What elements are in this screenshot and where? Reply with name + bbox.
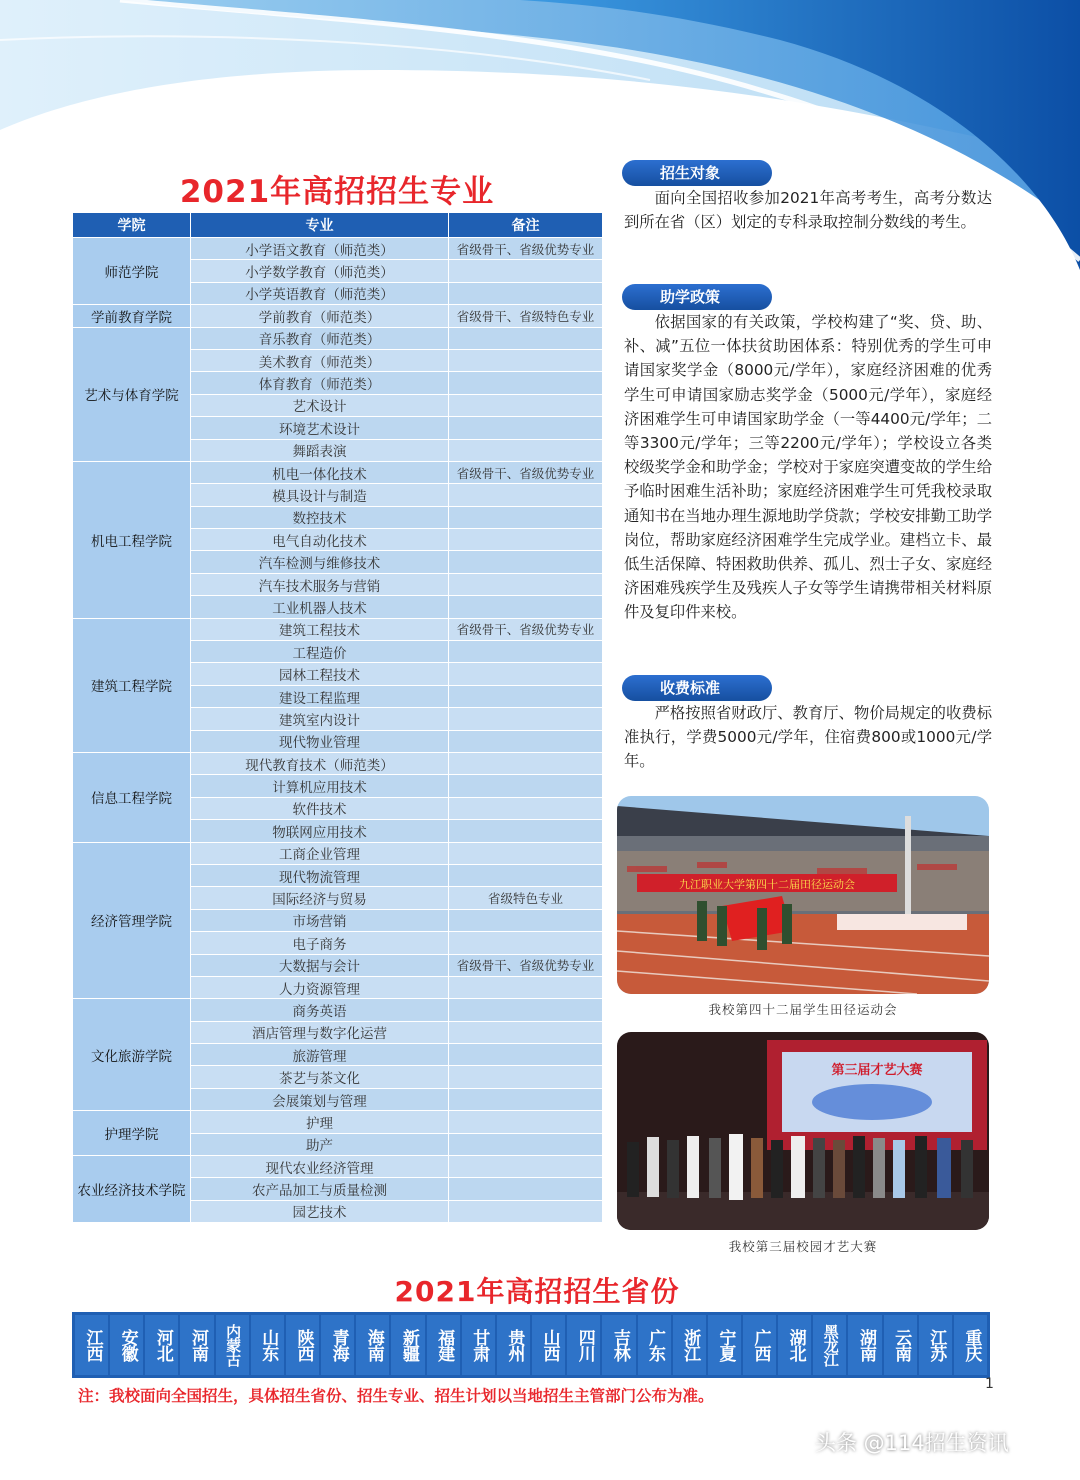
province-cell: 湖北 [778, 1315, 811, 1375]
remark-cell [449, 685, 603, 707]
college-cell: 经济管理学院 [73, 842, 191, 999]
major-cell: 茶艺与茶文化 [191, 1066, 449, 1088]
table-row [73, 327, 603, 349]
province-cell: 海南 [356, 1315, 389, 1375]
province-cell: 宁夏 [708, 1315, 741, 1375]
remark-cell [449, 529, 603, 551]
table-header-row [73, 213, 603, 238]
major-cell: 艺术设计 [191, 394, 449, 416]
remark-cell [449, 1178, 603, 1200]
major-cell: 模具设计与制造 [191, 484, 449, 506]
remark-cell [449, 417, 603, 439]
remark-cell: 省级骨干、省级优势专业 [449, 618, 603, 640]
remark-cell [449, 1200, 603, 1222]
section-text-aid: 依据国家的有关政策，学校构建了“奖、贷、助、补、减”五位一体扶贫助困体系：特别优秀的学生可申请国家奖学金（8000元/学年），家庭经济困难的优秀学生可申请国家励志奖学金（5000元/学年），家庭经济困难学生可申请国家助学金（一等4400元/学年；二等3300元/学年；三等2200元/学年）；学校设立各类校级奖学金和助学金；学校对于家庭突遭变故的学生给予临时困难生活补助；家庭经济困难学生可凭我校录取通知书在当地办理生源地助学贷款；学校安排勤工助学岗位，帮助家庭经济困难学生完成学业。建档立卡、最低生活保障、特困救助供养、孤儿、烈士子女、家庭经济困难残疾学生及残疾人子女等学生请携带相关材料原件及复印件来校。 [624, 313, 992, 622]
major-cell: 建筑室内设计 [191, 708, 449, 730]
major-cell: 国际经济与贸易 [191, 887, 449, 909]
college-cell: 学前教育学院 [73, 305, 191, 327]
watermark: 头条 @114招生资讯 [815, 1431, 1009, 1455]
remark-cell [449, 282, 603, 304]
remark-cell [449, 663, 603, 685]
major-cell: 工业机器人技术 [191, 596, 449, 618]
section-label-target: 招生对象 [622, 160, 772, 186]
province-cell: 重庆 [954, 1315, 987, 1375]
remark-cell: 省级骨干、省级优势专业 [449, 954, 603, 976]
section-label-aid: 助学政策 [622, 284, 772, 310]
major-cell: 人力资源管理 [191, 976, 449, 998]
header-remark: 备注 [449, 213, 603, 238]
major-cell: 软件技术 [191, 797, 449, 819]
college-cell: 机电工程学院 [73, 461, 191, 618]
province-cell: 云南 [884, 1315, 917, 1375]
major-cell: 工程造价 [191, 641, 449, 663]
major-cell: 现代物流管理 [191, 864, 449, 886]
provinces-row [72, 1312, 990, 1378]
province-cell: 新疆 [391, 1315, 424, 1375]
province-cell: 山东 [251, 1315, 284, 1375]
remark-cell [449, 1021, 603, 1043]
college-cell: 师范学院 [73, 238, 191, 305]
province-cell: 吉林 [602, 1315, 635, 1375]
remark-cell [449, 260, 603, 282]
remark-cell [449, 1044, 603, 1066]
remark-cell [449, 1111, 603, 1133]
footer-note: 注：我校面向全国招生，具体招生省份、招生专业、招生计划以当地招生主管部门公布为准。 [78, 1387, 714, 1405]
remark-cell [449, 641, 603, 663]
major-cell: 美术教育（师范类） [191, 349, 449, 371]
major-cell: 建设工程监理 [191, 685, 449, 707]
table-row [73, 238, 603, 260]
province-cell: 广西 [743, 1315, 776, 1375]
remark-cell [449, 327, 603, 349]
remark-cell [449, 708, 603, 730]
provinces-title: 2021年高招招生省份 [394, 1275, 680, 1308]
remark-cell [449, 349, 603, 371]
remark-cell [449, 506, 603, 528]
province-cell: 福建 [427, 1315, 460, 1375]
remark-cell [449, 573, 603, 595]
major-cell: 护理 [191, 1111, 449, 1133]
remark-cell [449, 372, 603, 394]
majors-title: 2021年高招招生专业 [179, 174, 495, 210]
major-cell: 音乐教育（师范类） [191, 327, 449, 349]
major-cell: 小学数学教育（师范类） [191, 260, 449, 282]
remark-cell [449, 394, 603, 416]
remark-cell [449, 842, 603, 864]
province-cell: 浙江 [673, 1315, 706, 1375]
remark-cell: 省级骨干、省级特色专业 [449, 305, 603, 327]
remark-cell: 省级骨干、省级优势专业 [449, 461, 603, 483]
table-row [73, 999, 603, 1021]
remark-cell [449, 820, 603, 842]
major-cell: 商务英语 [191, 999, 449, 1021]
photo-sports-meet [617, 796, 989, 994]
major-cell: 物联网应用技术 [191, 820, 449, 842]
province-cell: 江西 [75, 1315, 108, 1375]
remark-cell [449, 864, 603, 886]
major-cell: 汽车技术服务与营销 [191, 573, 449, 595]
major-cell: 工商企业管理 [191, 842, 449, 864]
majors-table [72, 212, 603, 1223]
major-cell: 酒店管理与数字化运营 [191, 1021, 449, 1043]
major-cell: 小学语文教育（师范类） [191, 238, 449, 260]
table-row [73, 305, 603, 327]
major-cell: 体育教育（师范类） [191, 372, 449, 394]
province-cell: 河南 [180, 1315, 213, 1375]
remark-cell [449, 551, 603, 573]
remark-cell [449, 775, 603, 797]
major-cell: 电气自动化技术 [191, 529, 449, 551]
remark-cell [449, 596, 603, 618]
major-cell: 旅游管理 [191, 1044, 449, 1066]
province-cell: 广东 [638, 1315, 671, 1375]
table-row [73, 1111, 603, 1133]
section-text-target: 面向全国招收参加2021年高考考生，高考分数达到所在省（区）划定的专科录取控制分数线的考生。 [624, 189, 992, 232]
remark-cell [449, 1066, 603, 1088]
province-cell: 山西 [532, 1315, 565, 1375]
photo-sports-meet-caption: 我校第四十二届学生田径运动会 [708, 1002, 898, 1017]
major-cell: 市场营销 [191, 909, 449, 931]
college-cell: 农业经济技术学院 [73, 1156, 191, 1223]
province-cell: 内蒙古 [216, 1315, 249, 1375]
remark-cell [449, 909, 603, 931]
college-cell: 文化旅游学院 [73, 999, 191, 1111]
province-cell: 陕西 [286, 1315, 319, 1375]
major-cell: 电子商务 [191, 932, 449, 954]
remark-cell [449, 1088, 603, 1110]
college-cell: 建筑工程学院 [73, 618, 191, 752]
remark-cell [449, 484, 603, 506]
major-cell: 现代教育技术（师范类） [191, 752, 449, 774]
photo2-banner-text: 第三届才艺大赛 [831, 1063, 923, 1078]
major-cell: 现代物业管理 [191, 730, 449, 752]
header-major: 专业 [191, 213, 449, 238]
remark-cell [449, 932, 603, 954]
remark-cell [449, 439, 603, 461]
remark-cell [449, 999, 603, 1021]
province-cell: 贵州 [497, 1315, 530, 1375]
remark-cell [449, 976, 603, 998]
section-text-fees: 严格按照省财政厅、教育厅、物价局规定的收费标准执行，学费5000元/学年，住宿费800或1000元/学年。 [624, 704, 992, 771]
college-cell: 艺术与体育学院 [73, 327, 191, 461]
major-cell: 计算机应用技术 [191, 775, 449, 797]
remark-cell [449, 730, 603, 752]
major-cell: 机电一体化技术 [191, 461, 449, 483]
table-row [73, 1156, 603, 1178]
major-cell: 园林工程技术 [191, 663, 449, 685]
remark-cell [449, 752, 603, 774]
province-cell: 江苏 [919, 1315, 952, 1375]
table-row [73, 461, 603, 483]
major-cell: 现代农业经济管理 [191, 1156, 449, 1178]
college-cell: 信息工程学院 [73, 752, 191, 842]
header-college: 学院 [73, 213, 191, 238]
major-cell: 数控技术 [191, 506, 449, 528]
college-cell: 护理学院 [73, 1111, 191, 1156]
major-cell: 园艺技术 [191, 1200, 449, 1222]
major-cell: 农产品加工与质量检测 [191, 1178, 449, 1200]
province-cell: 甘肃 [462, 1315, 495, 1375]
major-cell: 环境艺术设计 [191, 417, 449, 439]
remark-cell: 省级特色专业 [449, 887, 603, 909]
table-row [73, 842, 603, 864]
photo-talent-show-caption: 我校第三届校园才艺大赛 [728, 1239, 878, 1254]
remark-cell [449, 1156, 603, 1178]
majors-table-body [73, 238, 603, 1223]
remark-cell: 省级骨干、省级优势专业 [449, 238, 603, 260]
major-cell: 助产 [191, 1133, 449, 1155]
table-row [73, 752, 603, 774]
remark-cell [449, 797, 603, 819]
major-cell: 大数据与会计 [191, 954, 449, 976]
province-cell: 黑龙江 [813, 1315, 846, 1375]
province-cell: 湖南 [848, 1315, 881, 1375]
major-cell: 学前教育（师范类） [191, 305, 449, 327]
major-cell: 舞蹈表演 [191, 439, 449, 461]
province-cell: 河北 [145, 1315, 178, 1375]
section-label-fees: 收费标准 [622, 675, 772, 701]
page-number: 1 [985, 1376, 994, 1392]
table-row [73, 618, 603, 640]
major-cell: 小学英语教育（师范类） [191, 282, 449, 304]
province-cell: 安徽 [110, 1315, 143, 1375]
major-cell: 会展策划与管理 [191, 1088, 449, 1110]
province-cell: 青海 [321, 1315, 354, 1375]
major-cell: 汽车检测与维修技术 [191, 551, 449, 573]
photo1-banner-text: 九江职业大学第四十二届田径运动会 [679, 878, 855, 891]
province-cell: 四川 [567, 1315, 600, 1375]
major-cell: 建筑工程技术 [191, 618, 449, 640]
photo-talent-show [617, 1032, 989, 1230]
remark-cell [449, 1133, 603, 1155]
